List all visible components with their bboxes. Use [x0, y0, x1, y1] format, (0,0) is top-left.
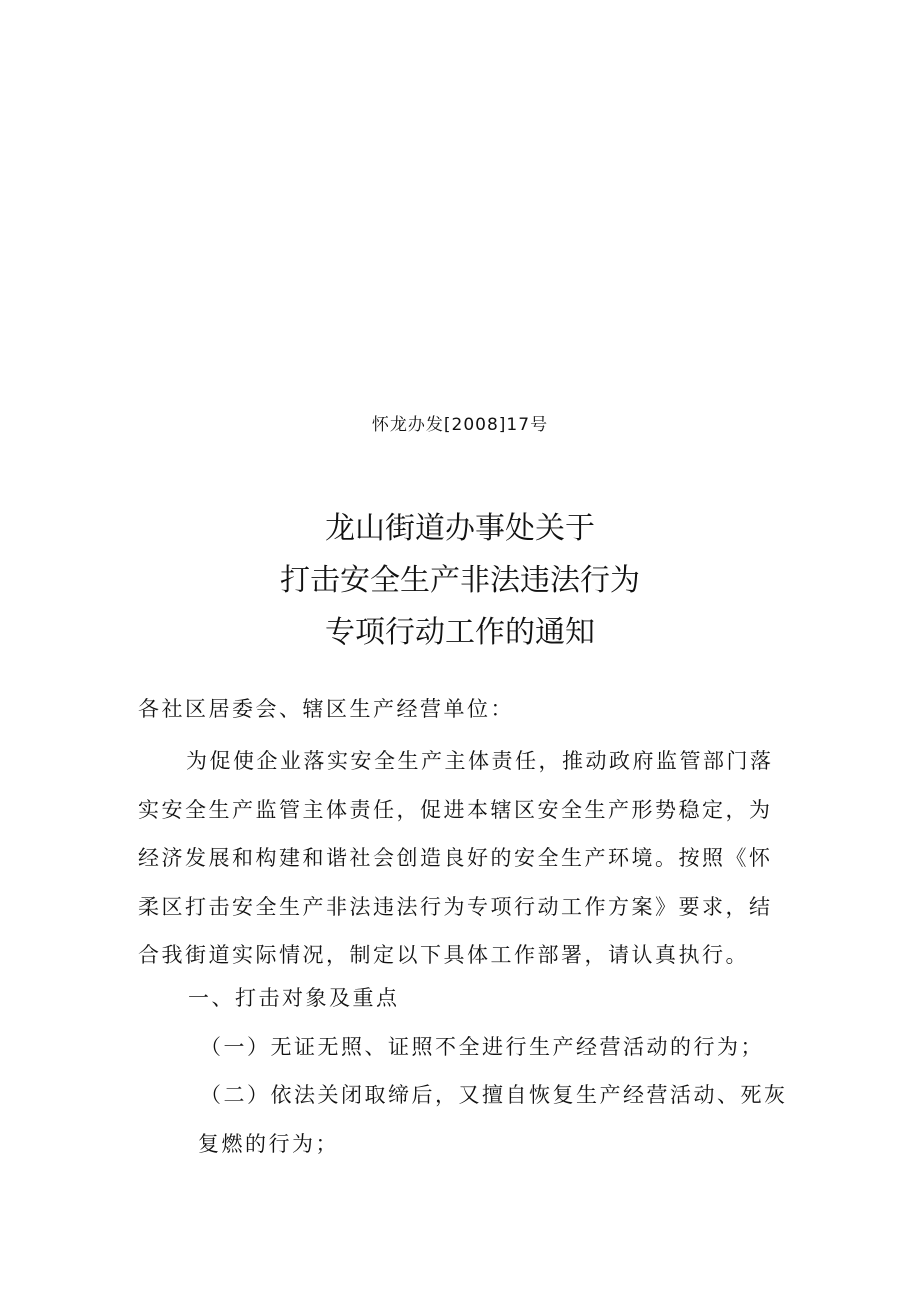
title-line-1: 龙山街道办事处关于	[325, 511, 595, 546]
salutation: 各社区居委会、辖区生产经营单位：	[138, 697, 514, 721]
paragraph-line-3: 经济发展和构建和谐社会创造良好的安全生产环境。按照《怀	[138, 846, 773, 871]
paragraph-line-2: 实安全生产监管主体责任，促进本辖区安全生产形势稳定，为	[138, 797, 773, 822]
document-title	[0, 503, 920, 659]
paragraph-line-1: 为促使企业落实安全生产主体责任，推动政府监管部门落	[186, 749, 774, 773]
title-line-3: 专项行动工作的通知	[325, 615, 595, 650]
document-number: 怀龙办发[2008]17号	[371, 415, 549, 435]
list-item-continuation: 复燃的行为；	[198, 1132, 339, 1156]
list-item: （一）无证无照、证照不全进行生产经营活动的行为；	[200, 1035, 764, 1059]
paragraph-line-5: 合我街道实际情况，制定以下具体工作部署，请认真执行。	[138, 943, 749, 968]
paragraph-line-4: 柔区打击安全生产非法违法行为专项行动工作方案》要求，结	[138, 894, 773, 919]
section-heading: 一、打击对象及重点	[188, 986, 400, 1010]
list-item: （二）依法关闭取缔后，又擅自恢复生产经营活动、死灰	[200, 1083, 788, 1107]
intro-paragraph	[138, 737, 778, 980]
title-line-2: 打击安全生产非法违法行为	[280, 563, 640, 598]
